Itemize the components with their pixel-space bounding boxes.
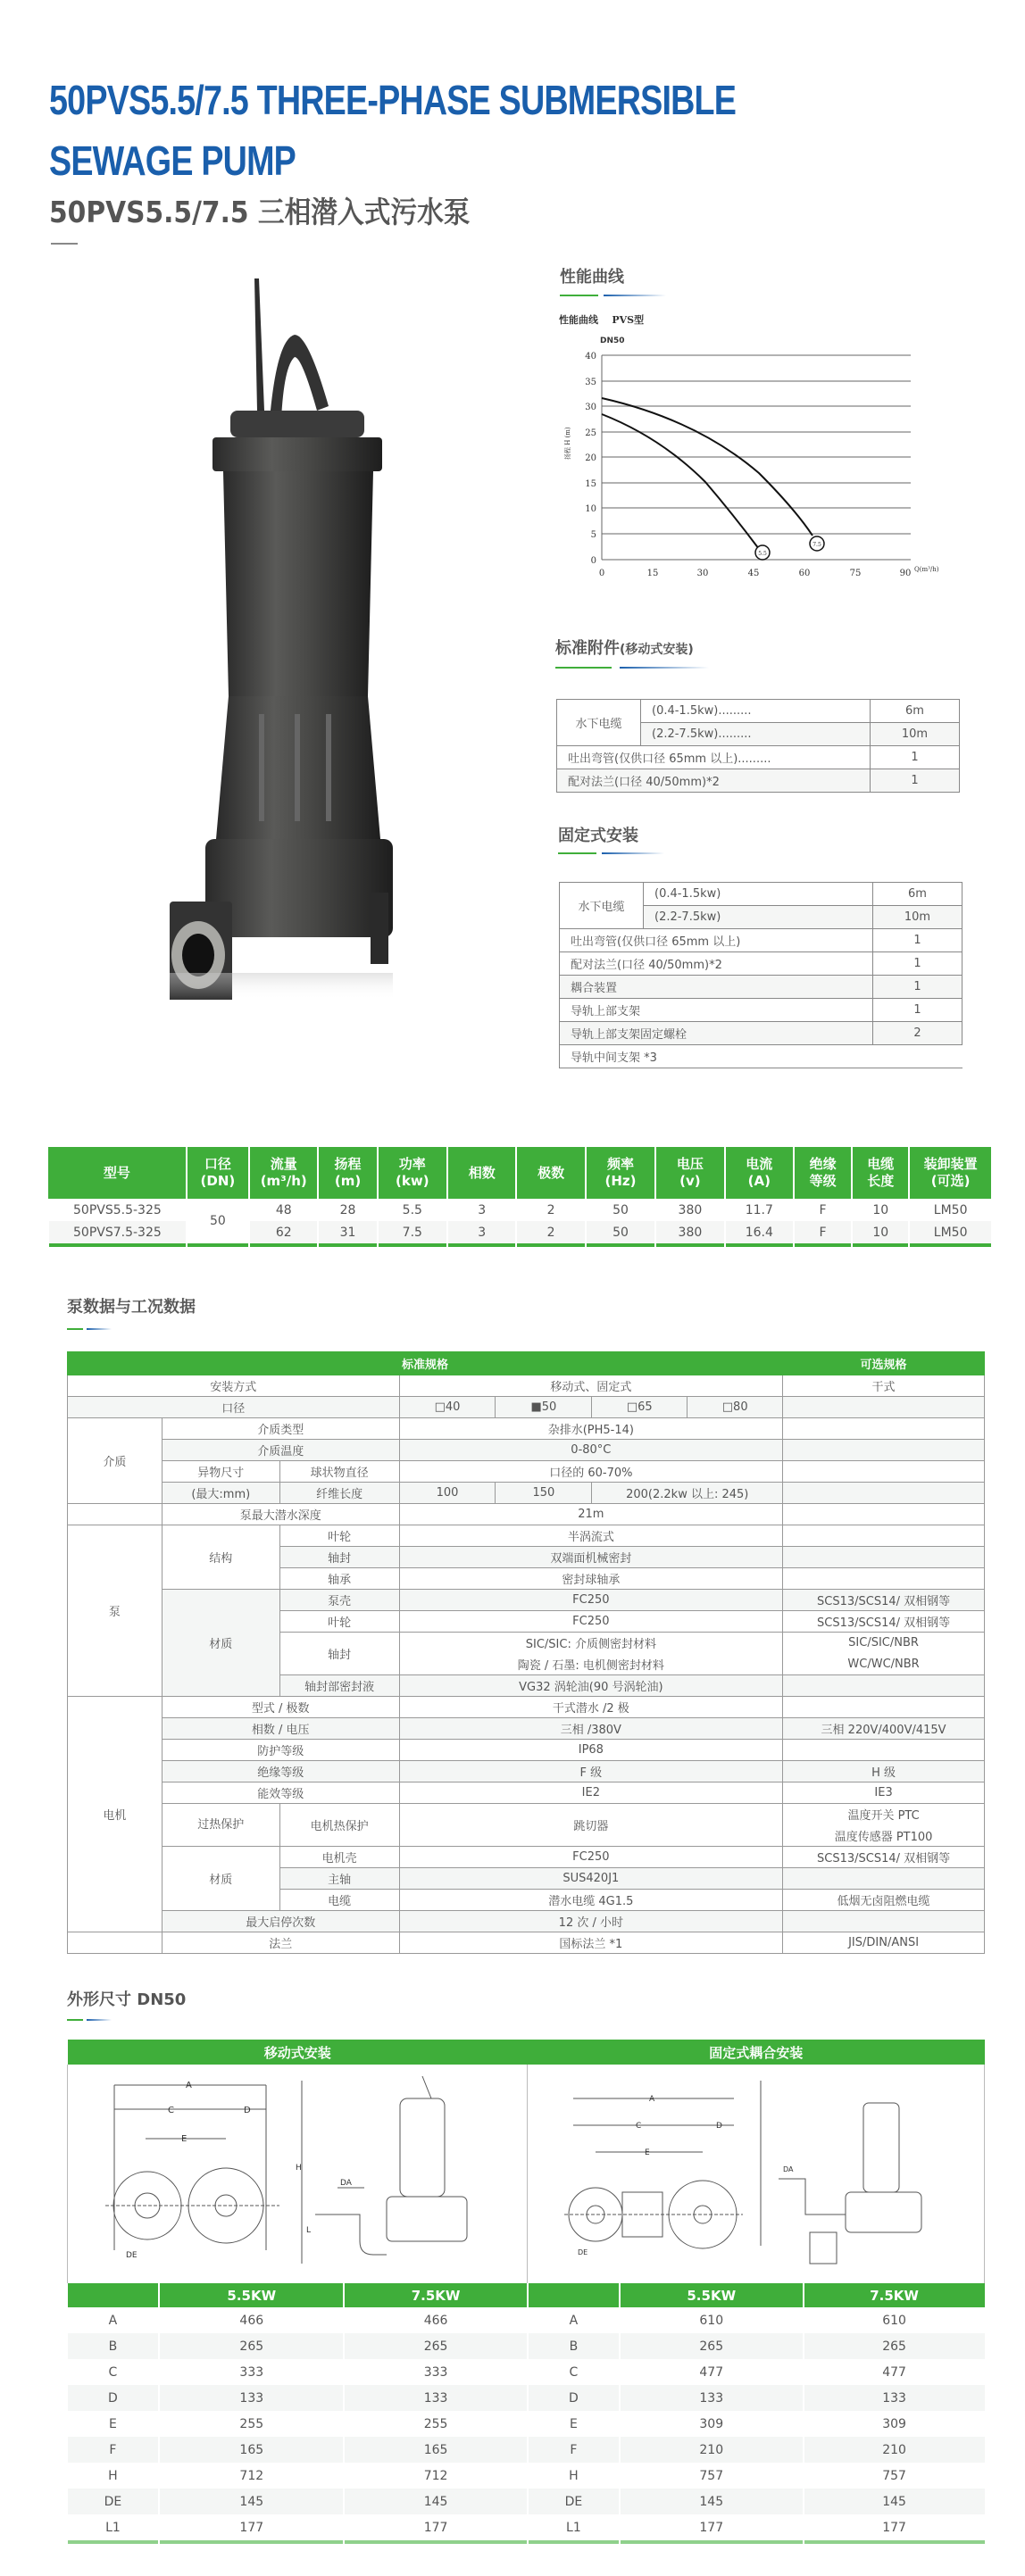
mobile-col-5-5kw: 5.5KW: [159, 2283, 344, 2307]
table-row: 主轴 SUS420J1: [68, 1868, 985, 1890]
col-cable: 电缆 长度: [852, 1147, 909, 1199]
svg-text:30: 30: [585, 403, 596, 412]
table-row: 电缆 潜水电缆 4G1.5 低烟无卤阻燃电缆: [68, 1890, 985, 1911]
chart-dn-label: DN50: [600, 337, 625, 345]
table-row: 绝缘等级 F 级 H 级: [68, 1761, 985, 1782]
svg-text:DA: DA: [340, 2179, 353, 2188]
svg-text:5: 5: [590, 530, 596, 540]
svg-text:7.5: 7.5: [812, 542, 821, 548]
table-row: 50PVS7.5-325 62 31 7.5 3 2 50 380 16.4 F 10 LM50: [48, 1221, 991, 1243]
svg-text:20: 20: [585, 453, 596, 463]
col-insulation: 绝缘 等级: [794, 1147, 852, 1199]
fixed-install-drawing: [528, 2065, 985, 2283]
svg-text:35: 35: [585, 378, 596, 387]
svg-text:C: C: [635, 2122, 642, 2131]
svg-text:0: 0: [598, 569, 605, 578]
table-row: (最大:mm) 纤维长度 100 150 200(2.2kw 以上: 245): [68, 1483, 985, 1504]
caliber-option-65: □65: [592, 1397, 688, 1418]
head-optional: 可选规格: [783, 1352, 985, 1375]
fixed-install-head: 固定式耦合安装: [528, 2040, 985, 2065]
header-row: [48, 1147, 991, 1199]
table-row: C 333 333 C 477 477: [68, 2359, 985, 2385]
table-row: D 133 133 D 133 133: [68, 2385, 985, 2411]
table-row: 陶瓷 / 石墨: 电机侧密封材料 WC/WC/NBR: [68, 1654, 985, 1675]
table-row: B 265 265 B 265 265: [68, 2333, 985, 2359]
svg-text:A: A: [186, 2081, 193, 2090]
svg-text:E: E: [644, 2148, 650, 2157]
col-phase: 相数: [447, 1147, 516, 1199]
pump-data-title: 泵数据与工况数据: [67, 1298, 196, 1317]
svg-text:L: L: [306, 2226, 312, 2235]
table-row: 介质温度 0-80°C: [68, 1440, 985, 1461]
table-row: 最大启停次数 12 次 / 小时: [68, 1911, 985, 1932]
svg-text:60: 60: [798, 569, 811, 578]
section-underline: [67, 2019, 121, 2022]
table-row: 配对法兰(口径 40/50mm)*2 1: [557, 769, 960, 793]
svg-text:75: 75: [849, 569, 862, 578]
col-head: 扬程 (m): [318, 1147, 377, 1199]
svg-text:45: 45: [747, 569, 760, 578]
col-voltage: 电压 (v): [655, 1147, 724, 1199]
svg-text:C: C: [168, 2106, 175, 2115]
table-row: 轴封部密封液 VG32 涡轮油(90 号涡轮油): [68, 1675, 985, 1697]
fixed-col-5-5kw: 5.5KW: [620, 2283, 804, 2307]
page-title-cn: 50PVS5.5/7.5 三相潜入式污水泵: [49, 195, 471, 229]
section-underline: [67, 1328, 121, 1331]
model-spec-table: [47, 1147, 991, 1247]
pump-product-image: [134, 268, 446, 1000]
svg-text:15: 15: [646, 569, 659, 578]
accessories-mobile-table: [556, 699, 960, 793]
table-row: 安装方式 移动式、固定式 干式: [68, 1375, 985, 1397]
table-row: 导轨上部支架 1: [560, 999, 962, 1022]
table-row: 水下电缆 (0.4-1.5kw) 6m: [560, 883, 962, 906]
accessories-fixed-table: [559, 882, 962, 1068]
col-freq: 频率 (Hz): [586, 1147, 655, 1199]
curve-5-5kw: [602, 414, 759, 549]
table-row: A 466 466 A 610 610: [68, 2307, 985, 2333]
table-row: 吐出弯管(仅供口径 65mm 以上)......... 1: [557, 746, 960, 769]
table-row: 轴封 SIC/SIC: 介质侧密封材料 SIC/SIC/NBR: [68, 1633, 985, 1654]
table-row: 叶轮 FC250 SCS13/SCS14/ 双相钢等: [68, 1611, 985, 1633]
table-row: 口径 □40 ■50 □65 □80: [68, 1397, 985, 1418]
mobile-install-drawing: [68, 2065, 528, 2283]
table-row: H 712 712 H 757 757: [68, 2463, 985, 2489]
pump-data-table: [67, 1351, 985, 1954]
curve-7-5kw: [602, 398, 812, 536]
col-dn: 口径 (DN): [187, 1147, 249, 1199]
table-row: 异物尺寸 球状物直径 口径的 60-70%: [68, 1461, 985, 1483]
col-power: 功率 (kw): [378, 1147, 447, 1199]
dimensions-title: 外形尺寸 DN50: [67, 1990, 187, 2009]
svg-text:15: 15: [585, 479, 596, 489]
head-standard: 标准规格: [68, 1352, 783, 1375]
svg-text:D: D: [715, 2122, 722, 2131]
section-underline: [558, 852, 665, 855]
table-row: (2.2-7.5kw)......... 10m: [557, 723, 960, 746]
table-row: 电机 型式 / 极数 干式潜水 /2 极: [68, 1697, 985, 1718]
table-row: 材质 电机壳 FC250 SCS13/SCS14/ 双相钢等: [68, 1847, 985, 1868]
table-row: 介质 介质类型 杂排水(PH5-14): [68, 1418, 985, 1440]
table-row: 轴承 密封球轴承: [68, 1568, 985, 1590]
performance-chart: [554, 312, 964, 607]
table-row: 吐出弯管(仅供口径 65mm 以上) 1: [560, 929, 962, 952]
table-row: 材质 泵壳 FC250 SCS13/SCS14/ 双相钢等: [68, 1590, 985, 1611]
accessories-fixed-title: 固定式安装: [558, 827, 638, 845]
section-underline: [555, 667, 662, 669]
mobile-install-head: 移动式安装: [68, 2040, 528, 2065]
title-line-1: 50PVS5.5/7.5 THREE-PHASE SUBMERSIBLE: [49, 77, 737, 123]
table-row: 防护等级 IP68: [68, 1740, 985, 1761]
col-flow: 流量 (m³/h): [249, 1147, 318, 1199]
svg-text:30: 30: [696, 569, 709, 578]
svg-text:10: 10: [585, 504, 596, 514]
col-current: 电流 (A): [725, 1147, 794, 1199]
svg-text:A: A: [648, 2095, 654, 2104]
mobile-col-7-5kw: 7.5KW: [344, 2283, 528, 2307]
table-row: 温度传感器 PT100: [68, 1825, 985, 1847]
dimensions-table: [67, 2040, 985, 2544]
caliber-option-50-selected: ■50: [496, 1397, 592, 1418]
svg-text:D: D: [244, 2106, 251, 2115]
col-coupling: 装卸装置 (可选): [909, 1147, 991, 1199]
svg-text:0: 0: [590, 556, 596, 566]
svg-text:E: E: [181, 2134, 188, 2144]
svg-text:DE: DE: [126, 2251, 138, 2260]
table-row: 导轨中间支架 *3: [560, 1045, 962, 1068]
table-row: 能效等级 IE2 IE3: [68, 1782, 985, 1804]
table-row: DE 145 145 DE 145 145: [68, 2489, 985, 2514]
svg-text:DA: DA: [782, 2165, 794, 2173]
table-row: 水下电缆 (0.4-1.5kw)......... 6m: [557, 700, 960, 723]
table-row: 相数 / 电压 三相 /380V 三相 220V/400V/415V: [68, 1718, 985, 1740]
caliber-option-80: □80: [688, 1397, 783, 1418]
col-model: 型号: [48, 1147, 187, 1199]
svg-text:H: H: [296, 2164, 303, 2173]
table-row: 泵 结构 叶轮 半涡流式: [68, 1525, 985, 1547]
svg-text:40: 40: [585, 352, 596, 361]
table-row: 法兰 国标法兰 *1 JIS/DIN/ANSI: [68, 1932, 985, 1954]
svg-text:DE: DE: [577, 2248, 588, 2256]
table-row: L1 177 177 L1 177 177: [68, 2514, 985, 2540]
col-poles: 极数: [516, 1147, 585, 1199]
caliber-option-40: □40: [399, 1397, 496, 1418]
table-row: (2.2-7.5kw) 10m: [560, 906, 962, 929]
cable-label: 水下电缆: [557, 700, 641, 746]
title-divider: [51, 243, 78, 245]
table-row: 过热保护 电机热保护 跳切器 温度开关 PTC: [68, 1804, 985, 1825]
table-row: 泵最大潜水深度 21m: [68, 1504, 985, 1525]
table-row: 导轨上部支架固定螺栓 2: [560, 1022, 962, 1045]
table-row: 配对法兰(口径 40/50mm)*2 1: [560, 952, 962, 976]
y-axis-label: 扬程 H (m): [564, 427, 571, 460]
svg-text:25: 25: [585, 428, 596, 438]
title-line-2: SEWAGE PUMP: [49, 137, 296, 184]
table-row: F 165 165 F 210 210: [68, 2437, 985, 2463]
fixed-col-7-5kw: 7.5KW: [804, 2283, 985, 2307]
svg-text:90: 90: [899, 569, 912, 578]
table-row: 轴封 双端面机械密封: [68, 1547, 985, 1568]
table-row: 耦合装置 1: [560, 976, 962, 999]
section-underline: [560, 295, 667, 297]
page-title-en: [49, 70, 781, 191]
accessories-mobile-title: 标准附件(移动式安装): [555, 639, 694, 658]
table-row: E 255 255 E 309 309: [68, 2411, 985, 2437]
table-row: 50PVS5.5-325 50 48 28 5.5 3 2 50 380 11.7 F 10 LM50: [48, 1199, 991, 1221]
svg-text:5.5: 5.5: [758, 551, 767, 557]
x-axis-label: Q(m³/h): [914, 566, 939, 573]
chart-label: 性能曲线 PVS型: [559, 314, 645, 326]
performance-section-title: 性能曲线: [560, 268, 624, 287]
